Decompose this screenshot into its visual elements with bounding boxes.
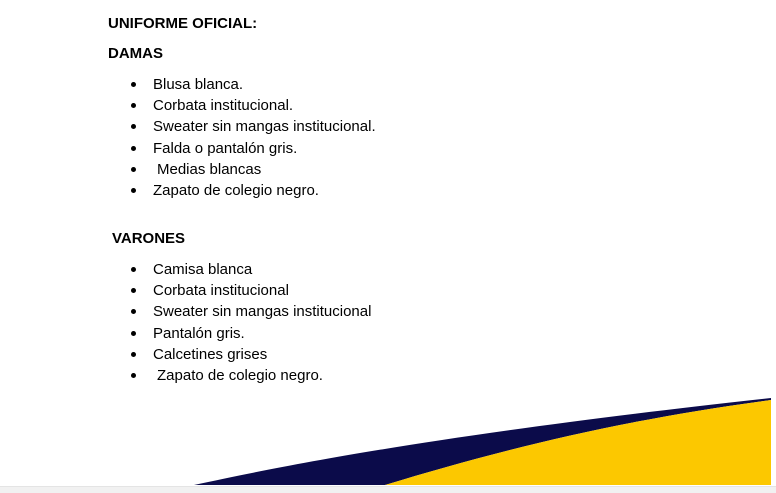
section-heading-varones: VARONES bbox=[112, 230, 186, 247]
document-page: UNIFORME OFICIAL: DAMAS Blusa blanca. Corbata institucional. Sweater sin mangas institucional. Falda o pantalón gris. Medias blancas Zapato de colegio negro. VARONES Camisa blanca Corbata institucional Sweater sin mangas institucional Pantalón gris. Calcetines grises Zapato de colegio negro. bbox=[0, 0, 776, 486]
document-title: UNIFORME OFICIAL: bbox=[108, 15, 258, 32]
section-heading-damas: DAMAS bbox=[108, 45, 163, 62]
